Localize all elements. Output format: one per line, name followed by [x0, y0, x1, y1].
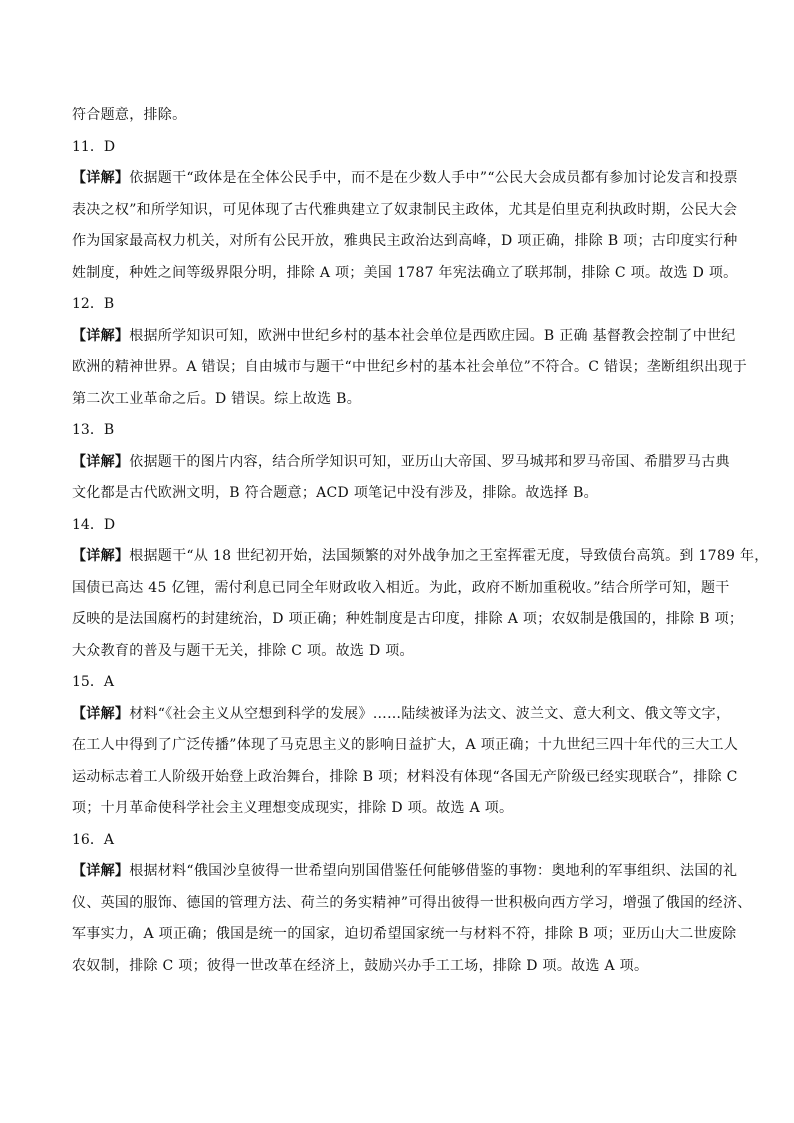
explanation-line [72, 352, 748, 384]
answer-block [72, 510, 769, 668]
explanation-text: 表决之权”和所学知识，可见体现了古代雅典建立了奴隶制民主政体，尤其是伯里克利执政时期，公民大会 [72, 201, 738, 218]
explanation-tag: 【详解】 [72, 170, 130, 186]
explanation-line [72, 163, 738, 195]
explanation-line [72, 321, 736, 353]
explanation-line [72, 573, 730, 605]
explanation-tag: 【详解】 [72, 863, 130, 879]
answer-block [72, 132, 738, 290]
explanation-line [72, 699, 731, 731]
explanation-tag: 【详解】 [72, 327, 130, 344]
answer-label: 13．B [72, 422, 115, 438]
explanation-text: 国债已高达 45 亿锂，需付利息已同全年财政收入相近。为此，政府不断加重税收。”结合所学可知，题干 [72, 579, 730, 596]
explanation-text: 大众教育的普及与题干无关，排除 C 项。故选 D 项。 [72, 642, 414, 659]
answer-label: 16．A [72, 831, 114, 848]
answer-block [72, 667, 739, 825]
answer-label: 12．B [72, 296, 115, 312]
explanation-text: 材料“《社会主义从空想到科学的发展》……陆续被译为法文、波兰文、意大利文、俄文等文字， [129, 705, 731, 722]
explanation-line [72, 195, 738, 227]
explanation-text: 仪、英国的服饰、德国的管理方法、荷兰的务实精神”可得出彼得一世积极向西方学习，增强了俄国的经济、 [72, 894, 752, 911]
explanation-text: 反映的是法国腐朽的封建统治，D 项正确；种姓制度是古印度，排除 A 项；农奴制是俄国的，排除 B 项； [72, 611, 744, 627]
explanation-text: 根据题干“从 18 世纪初开始，法国频繁的对外战争加之王室挥霍无度，导致债台高筑。到 1789 年， [129, 548, 769, 564]
explanation-line [72, 384, 722, 416]
answer-block [72, 825, 752, 983]
explanation-line [72, 636, 722, 668]
explanation-text: 根据材料“俄国沙皇彼得一世希望向别国借鉴任何能够借鉴的事物：奥地利的军事组织、法国的礼 [129, 863, 738, 879]
explanation-text: 运动标志着工人阶级开始登上政治舞台，排除 B 项；材料没有体现“各国无产阶级已经实现联合”，排除 C [72, 768, 738, 785]
continuation-line: 符合题意，排除。 [72, 107, 187, 123]
explanation-line [72, 226, 738, 258]
explanation-line [72, 730, 739, 762]
explanation-text: 依据题干的图片内容，结合所学知识可知，亚历山大帝国、罗马城邦和罗马帝国、希腊罗马古典 [129, 453, 730, 470]
document-page [72, 100, 769, 982]
answer-block [72, 289, 748, 415]
answer-label: 11．D [72, 138, 116, 155]
explanation-line [72, 951, 722, 983]
explanation-line [72, 604, 744, 636]
explanation-text: 作为国家最高权力机关，对所有公民开放，雅典民主政治达到高峰，D 项正确，排除 B 项；古印度实行种 [72, 233, 738, 249]
answer-label: 15．A [72, 674, 114, 690]
explanation-text: 农奴制，排除 C 项；彼得一世改革在经济上，鼓励兴办手工工场，排除 D 项。故选 A 项。 [72, 957, 649, 974]
explanation-tag: 【详解】 [72, 548, 130, 564]
explanation-text: 第二次工业革命之后。D 错误。综上故选 B。 [72, 390, 362, 407]
explanation-text: 根据所学知识可知，欧洲中世纪乡村的基本社会单位是西欧庄园。B 正确 基督教会控制了中世纪 [129, 327, 736, 344]
explanation-line [72, 856, 738, 888]
explanation-text: 姓制度，种姓之间等级界限分明，排除 A 项；美国 1787 年宪法确立了联邦制，排除 C 项。故选 D 项。 [72, 264, 738, 281]
answer-block [72, 415, 730, 510]
explanation-text: 军事实力，A 项正确；俄国是统一的国家，迫切希望国家统一与材料不符，排除 B 项；亚历山大二世废除 [72, 926, 737, 942]
explanation-line [72, 919, 737, 951]
explanation-line [72, 793, 722, 825]
explanation-line [72, 541, 769, 573]
explanation-text: 项；十月革命使科学社会主义理想变成现实，排除 D 项。故选 A 项。 [72, 800, 514, 816]
explanation-text: 依据题干“政体是在全体公民手中，而不是在少数人手中”“公民大会成员都有参加讨论发言和投票 [129, 170, 738, 186]
explanation-tag: 【详解】 [72, 705, 130, 722]
explanation-line [72, 447, 730, 479]
explanation-line [72, 478, 722, 510]
explanation-line [72, 258, 738, 290]
explanation-text: 欧洲的精神世界。A 错误；自由城市与题干“中世纪乡村的基本社会单位”不符合。C 错误；垄断组织出现于 [72, 359, 748, 375]
explanation-text: 文化都是古代欧洲文明，B 符合题意；ACD 项笔记中没有涉及，排除。故选择 B。 [72, 485, 598, 501]
answer-list [72, 132, 769, 983]
explanation-tag: 【详解】 [72, 453, 130, 470]
explanation-line [72, 762, 738, 794]
explanation-text: 在工人中得到了广泛传播”体现了马克思主义的影响日益扩大，A 项正确；十九世纪三四十年代的三大工人 [72, 737, 739, 753]
explanation-line [72, 888, 752, 920]
answer-label: 14．D [72, 516, 116, 533]
